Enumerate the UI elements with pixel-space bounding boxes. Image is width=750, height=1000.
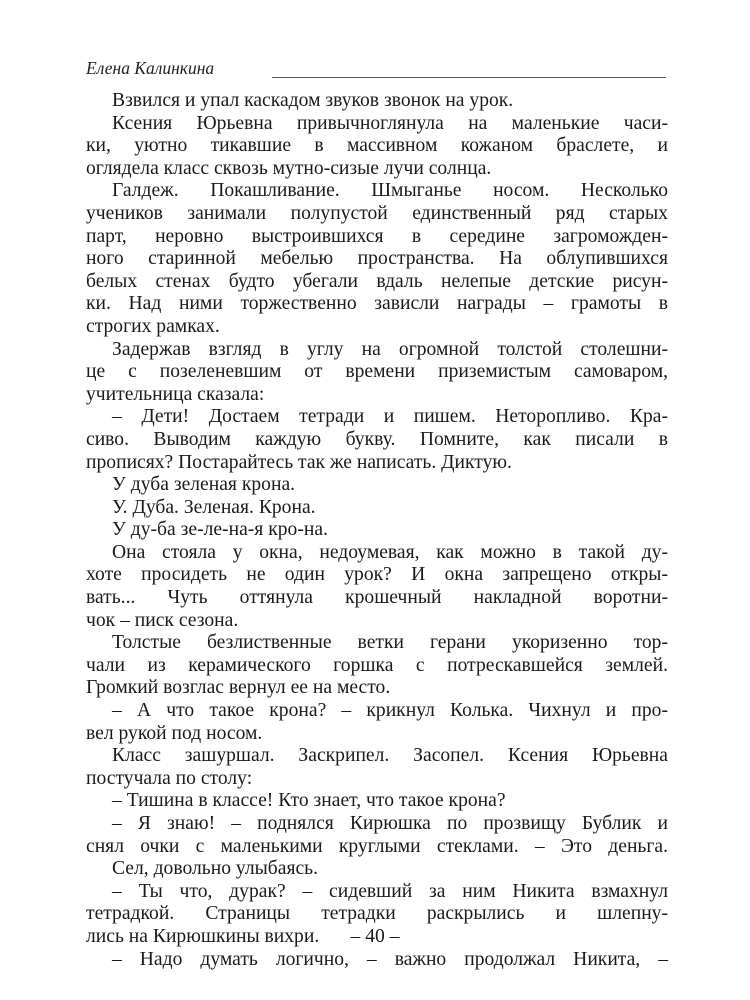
text-line: – Дети! Достаем тетради и пишем. Неторопливо. Кра- [112,406,668,428]
page-number: – 40 – [350,926,400,947]
text-line: Ксения Юрьевна привычноглянула на маленькие часи- [112,112,668,134]
text-line: чок – писк сезона. [86,609,239,631]
text-line: – Надо думать логично, – важно продолжал Никита, – [112,948,668,970]
text-line: Громкий возглас вернул ее на место. [86,677,391,699]
running-header [86,58,666,82]
text-line: парт, неровно выстроившихся в середине загроможден- [86,225,668,247]
text-line: учеников занимали полупустой единственный ряд старых [86,202,668,224]
text-line: – А что такое крона? – крикнул Колька. Чихнул и про- [112,700,668,722]
text-line: сиво. Выводим каждую букву. Помните, как писали в [86,428,668,450]
author-name: Елена Калинкина [86,58,215,78]
text-line: Галдеж. Покашливание. Шмыганье носом. Несколько [112,180,668,202]
text-line: це с позеленевшим от времени приземистым самоваром, [86,361,668,383]
text-line: У. Дуба. Зеленая. Крона. [112,496,316,518]
text-line: тетрадкой. Страницы тетрадки раскрылись и шлепну- [86,903,668,925]
text-line: белых стенах будто убегали вдаль нелепые детские рисун- [86,270,668,292]
text-line: вел рукой под носом. [86,722,263,744]
text-line: Сел, довольно улыбаясь. [112,858,318,880]
text-line: ки. Над ними торжественно зависли награды – грамоты в [86,293,668,315]
text-line: – Ты что, дурак? – сидевший за ним Никита взмахнул [112,880,668,902]
text-line: прописях? Постарайтесь так же написать. Диктую. [86,451,512,473]
text-line: учительница сказала: [86,383,265,405]
body-text [86,90,668,971]
text-line: Задержав взгляд в углу на огромной толстой столешни- [112,338,668,360]
text-line: Взвился и упал каскадом звуков звонок на урок. [112,90,514,111]
text-line: Толстые безлиственные ветки герани укоризенно тор- [112,632,668,654]
text-line: – Я знаю! – поднялся Кирюшка по прозвищу Бублик и [112,813,668,834]
text-line: – Тишина в классе! Кто знает, что такое крона? [112,790,506,812]
text-line: хоте просидеть не один урок? И окна запрещено откры- [86,564,668,586]
text-line: У ду-ба зе-ле-на-я кро-на. [112,519,328,541]
text-line: постучала по столу: [86,767,253,789]
text-line: строгих рамках. [86,315,220,337]
text-line: ки, уютно тикавшие в массивном кожаном браслете, и [86,135,668,157]
text-line: лись на Кирюшкины вихри. [86,925,320,947]
text-line: Она стояла у окна, недоумевая, как можно в такой ду- [112,541,668,563]
text-line: Класс зашуршал. Заскрипел. Засопел. Ксения Юрьевна [112,745,668,767]
text-line: ного старинной мебелью пространства. На облупившихся [86,248,668,270]
text-line: чали из керамического горшка с потрескавшейся землей. [86,654,668,676]
header-rule [272,77,666,78]
text-line: У дуба зеленая крона. [112,474,296,496]
text-line: снял очки с маленькими круглыми стеклами. – Это деньга. [86,835,668,857]
text-line: вать... Чуть оттянула крошечный накладной воротни- [86,587,668,609]
text-line: оглядела класс сквозь мутно-сизые лучи солнца. [86,157,492,179]
